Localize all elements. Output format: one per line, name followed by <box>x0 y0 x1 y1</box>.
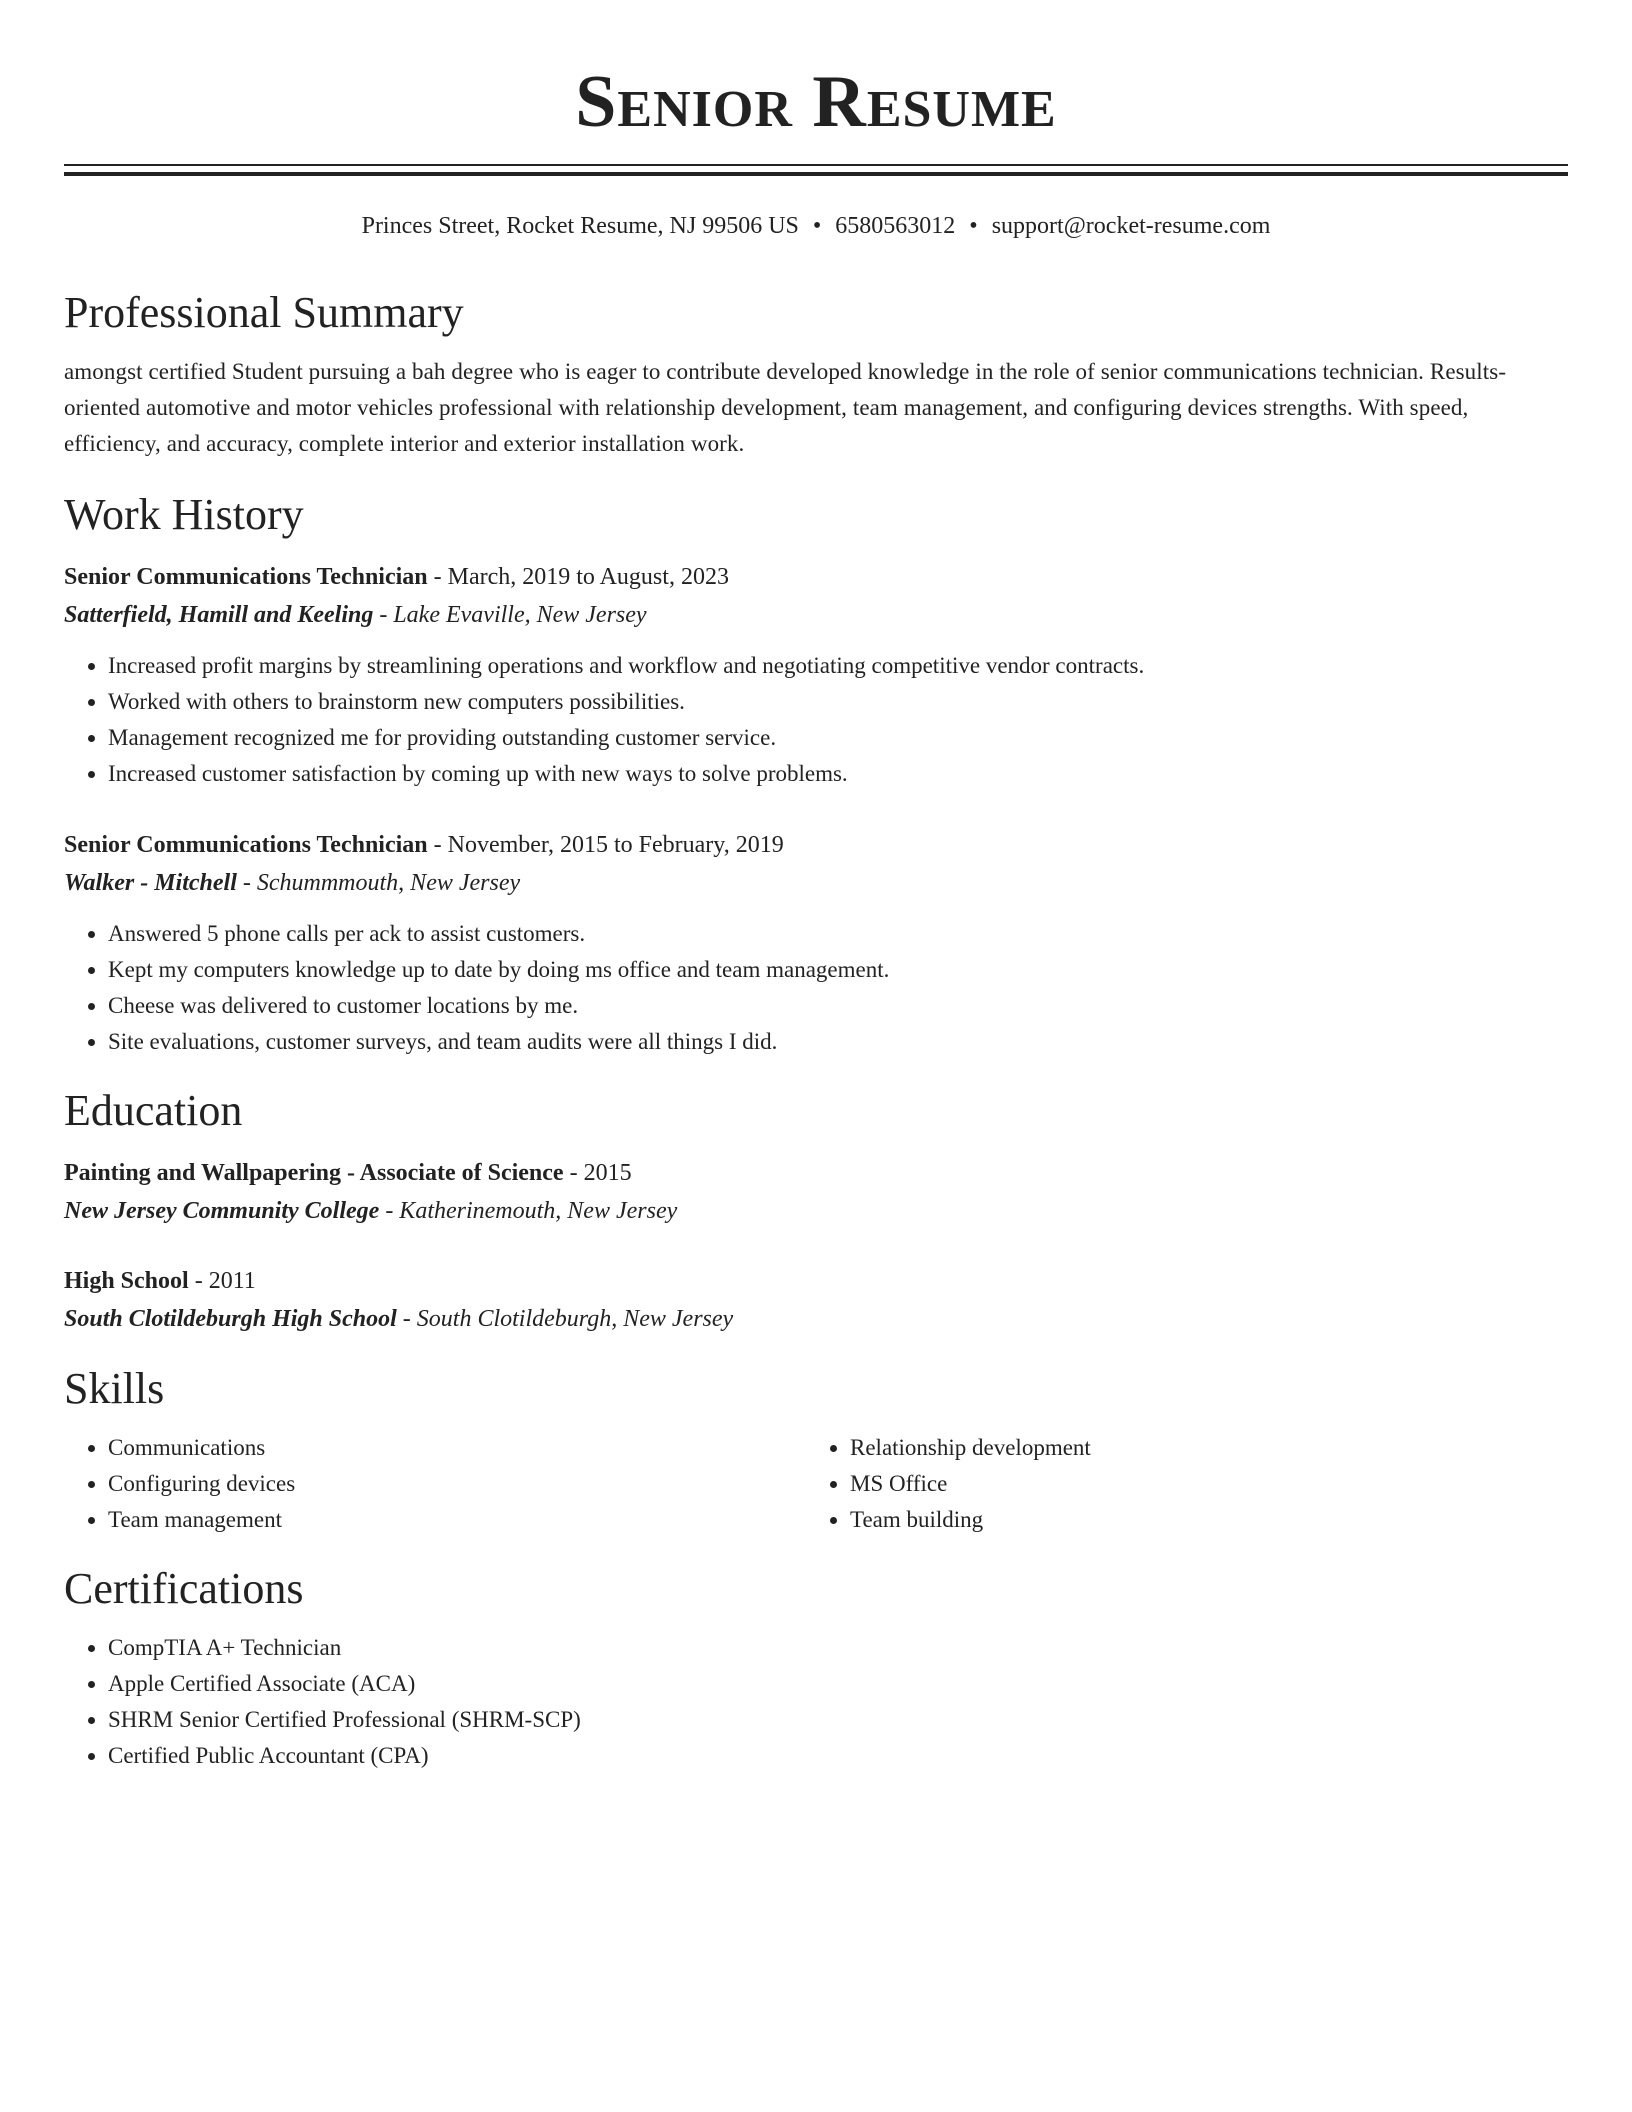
contact-line <box>64 210 1568 242</box>
job-role: Senior Communications Technician <box>64 832 428 858</box>
education-school: South Clotildeburgh High School <box>64 1306 397 1332</box>
skill-item: • Relationship development <box>850 1430 1548 1466</box>
education-entry <box>64 1262 1568 1338</box>
education-location: - Katherinemouth, New Jersey <box>379 1198 678 1224</box>
job-company: Walker - Mitchell <box>64 870 237 896</box>
contact-separator: • <box>969 213 978 239</box>
section-title-certifications: Certifications <box>64 1564 304 1613</box>
contact-phone: 6580563012 <box>835 213 956 239</box>
education-school: New Jersey Community College <box>64 1198 380 1224</box>
job-role: Senior Communications Technician <box>64 564 428 590</box>
section-title-summary: Professional Summary <box>64 288 464 337</box>
certification-item: • Certified Public Accountant (CPA) <box>108 1738 1568 1774</box>
contact-address: Princes Street, Rocket Resume, NJ 99506 US <box>361 213 799 239</box>
education-header <box>64 1154 1568 1192</box>
job-location: - Schummmouth, New Jersey <box>236 870 521 896</box>
skill-item: • Configuring devices <box>108 1466 806 1502</box>
job-bullets <box>64 916 1568 1060</box>
education-degree: High School <box>64 1268 189 1294</box>
education-header <box>64 1262 1568 1300</box>
job-company: Satterfield, Hamill and Keeling <box>64 602 374 628</box>
job-bullet: • Worked with others to brainstorm new computers possibilities. <box>108 684 1568 720</box>
certification-item: • SHRM Senior Certified Professional (SHRM-SCP) <box>108 1702 1568 1738</box>
resume-page <box>64 0 1568 1774</box>
skills-column-left <box>64 1430 806 1538</box>
job-bullet: • Cheese was delivered to customer locations by me. <box>108 988 1568 1024</box>
certifications-list <box>64 1630 1568 1774</box>
header-rule-thick <box>64 172 1568 176</box>
section-title-work-history: Work History <box>64 490 304 539</box>
job-bullet: • Answered 5 phone calls per ack to assist customers. <box>108 916 1568 952</box>
job-bullet: • Site evaluations, customer surveys, and team audits were all things I did. <box>108 1024 1568 1060</box>
education-year: - 2015 <box>563 1160 632 1186</box>
job-bullet: • Kept my computers knowledge up to date by doing ms office and team management. <box>108 952 1568 988</box>
job-bullet: • Increased customer satisfaction by coming up with new ways to solve problems. <box>108 756 1568 792</box>
skill-item: • Communications <box>108 1430 806 1466</box>
education-location: - South Clotildeburgh, New Jersey <box>396 1306 734 1332</box>
job-bullet: • Management recognized me for providing outstanding customer service. <box>108 720 1568 756</box>
job-dates: - November, 2015 to February, 2019 <box>427 832 784 858</box>
education-school-line <box>64 1192 1568 1230</box>
skill-item: • Team management <box>108 1502 806 1538</box>
job-company-line <box>64 864 1568 902</box>
contact-separator: • <box>812 213 822 239</box>
contact-email: support@rocket-resume.com <box>991 213 1271 239</box>
education-degree: Painting and Wallpapering - Associate of Science <box>64 1160 564 1186</box>
job-bullets <box>64 648 1568 792</box>
skills-grid <box>64 1430 1568 1538</box>
job-entry <box>64 826 1568 1060</box>
summary-text: amongst certified Student pursuing a bah degree who is eager to contribute developed knowledge in the role of senior communications technician. Results-oriented automotive and motor vehicles professional with relationship development, team management, and configuring devices strengths. With speed, efficiency, and accuracy, complete interior and exterior installation work. <box>64 359 1507 456</box>
job-entry <box>64 558 1568 792</box>
skill-item: • Team building <box>850 1502 1548 1538</box>
skill-item: • MS Office <box>850 1466 1548 1502</box>
header-rule-thin <box>64 164 1568 166</box>
job-bullet: • Increased profit margins by streamlining operations and workflow and negotiating competitive vendor contracts. <box>108 648 1568 684</box>
education-year: - 2011 <box>188 1268 256 1294</box>
education-school-line <box>64 1300 1568 1338</box>
skills-list <box>64 1430 806 1538</box>
certification-item: • Apple Certified Associate (ACA) <box>108 1666 1568 1702</box>
resume-name: Senior Resume <box>575 61 1057 143</box>
skills-list <box>806 1430 1548 1538</box>
job-header <box>64 558 1568 596</box>
job-company-line <box>64 596 1568 634</box>
skills-column-right <box>806 1430 1548 1538</box>
job-location: - Lake Evaville, New Jersey <box>373 602 647 628</box>
section-title-education: Education <box>64 1086 243 1135</box>
education-entry <box>64 1154 1568 1230</box>
job-header <box>64 826 1568 864</box>
certification-item: • CompTIA A+ Technician <box>108 1630 1568 1666</box>
job-dates: - March, 2019 to August, 2023 <box>427 564 729 590</box>
section-title-skills: Skills <box>64 1364 165 1413</box>
